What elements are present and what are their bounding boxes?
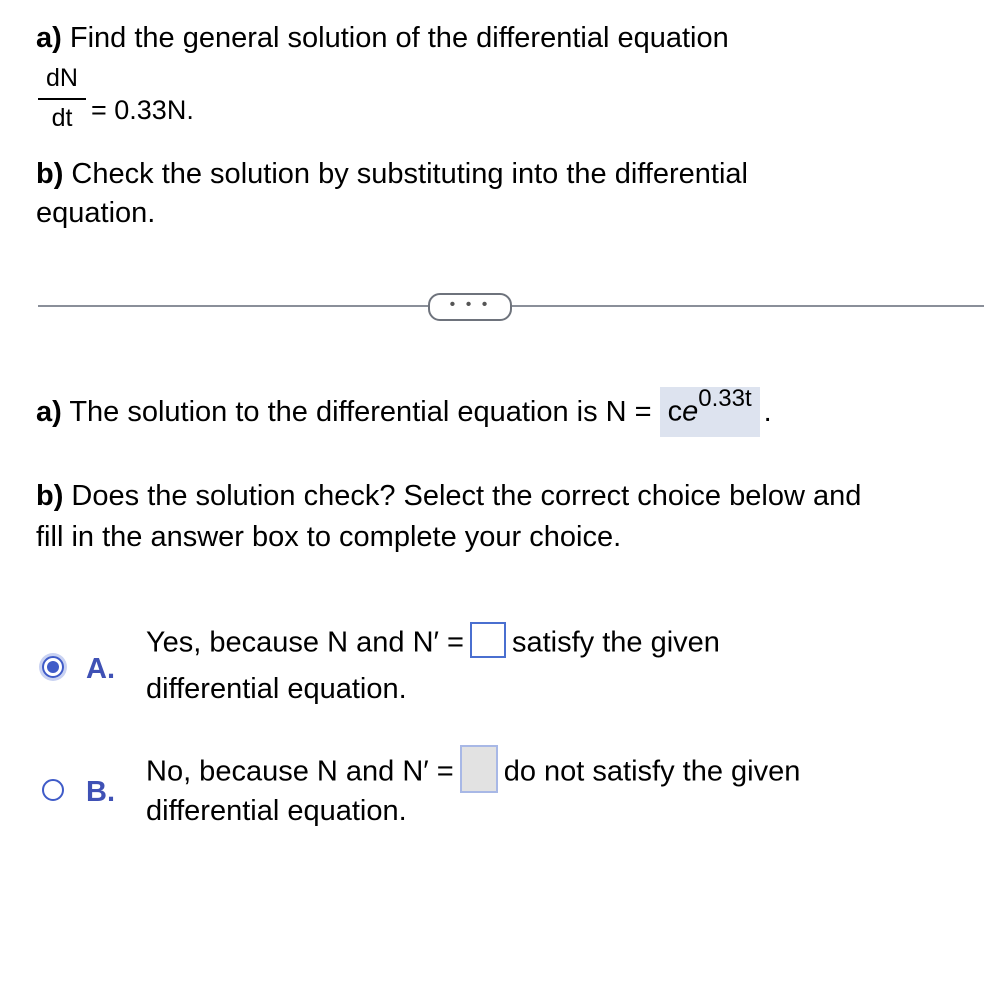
- choice-a-text: Yes, because N and N′ = satisfy the given: [146, 626, 720, 662]
- choice-a-answer-box[interactable]: [470, 622, 506, 658]
- solution-answer: $ce^{0.33t}$: [660, 387, 760, 437]
- answer-part-b-line2: fill in the answer box to complete your choice.: [36, 521, 622, 553]
- question-part-a: a) Find the general solution of the differential equation: [36, 22, 729, 54]
- derivative-fraction: [38, 64, 86, 133]
- answer-part-a: a) The solution to the differential equation is $N = ce^{0.33t}$ .: [36, 383, 772, 441]
- expand-button[interactable]: • • •: [428, 293, 512, 321]
- fraction-denominator: dt: [51, 104, 73, 132]
- answer-part-b: b) Does the solution check? Select the correct choice below and: [36, 480, 862, 512]
- fraction-bar: [38, 98, 86, 100]
- choice-b-radio[interactable]: [42, 779, 64, 801]
- choice-b-answer-box[interactable]: [460, 745, 498, 793]
- choice-a-letter: A.: [86, 653, 115, 685]
- question-part-b: b) Check the solution by substituting into the differential: [36, 158, 748, 190]
- fraction-numerator: dN: [46, 64, 78, 92]
- choice-a-radio[interactable]: [42, 656, 64, 678]
- choice-b-text: No, because N and N′ = do not satisfy the given: [146, 749, 800, 797]
- choice-a-line2: differential equation.: [146, 673, 407, 705]
- choice-b-letter: B.: [86, 776, 115, 808]
- equation-rhs: = 0.33N.: [91, 95, 194, 125]
- choice-b-line2: differential equation.: [146, 795, 407, 827]
- question-part-b-line2: equation.: [36, 197, 156, 229]
